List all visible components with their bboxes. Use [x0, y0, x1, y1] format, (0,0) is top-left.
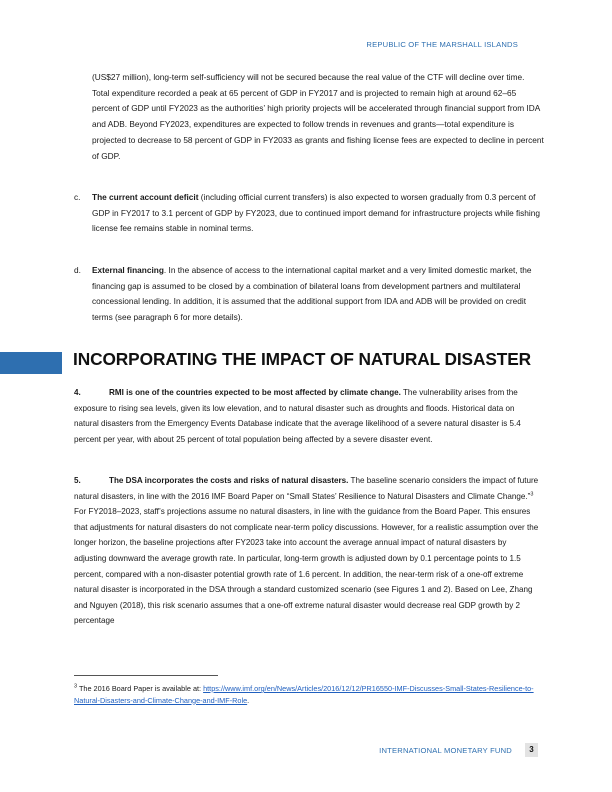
- list-item-lead: External financing: [92, 265, 164, 275]
- list-item: [74, 263, 544, 326]
- section-title: INCORPORATING THE IMPACT OF NATURAL DISASTER: [73, 349, 532, 369]
- footnote-text: The 2016 Board Paper is available at:: [77, 684, 204, 693]
- footnote-number: 3: [74, 683, 78, 690]
- paragraph-text: The baseline scenario considers the impact of future natural disasters, in line with the 2016 IMF Board Paper on “Small States’ Resilience to Natural Disasters and Climate Change.”: [74, 476, 539, 501]
- paragraph-text-continued: For FY2018–2023, staff’s projections assume no natural disasters, in line with the guidance from the Board Paper. This ensures that adjustments for natural disasters do not complicate near-term policy discussions. However, for a realistic assumption over the longer horizon, the baseline projections after FY2023 take into account the average annual impact of natural disasters by adjusting downward the average growth rate. In particular, long-term growth is adjusted down by 0.1 percentage points to 1.5 percent, compared with a non-disaster potential growth rate of 1.6 percent. In addition, the near-term risk of a one-off extreme natural disaster is incorporated in the DSA through a standard customized scenario (see Figures 1 and 2). Based on Lee, Zhang and Nguyen (2018), this risk scenario assumes that a one-off extreme natural disaster would decrease real GDP growth by 2 percentage: [74, 507, 539, 626]
- list-item-lead: The current account deficit: [92, 192, 199, 202]
- section-accent-bar: [0, 352, 62, 374]
- intro-paragraph: (US$27 million), long-term self-sufficiency will not be secured because the real value of the CTF will decline over time. Total expenditure recorded a peak at 65 percent of GDP in FY2017 and is projected to remain high at around 62–65 percent of GDP until FY2023 as the authorities’ high priority projects will be accelerated through financial support from IDA and ADB. Beyond FY2023, expenditures are expected to follow trends in revenues and grants—total expenditure is projected to decrease to 58 percent of GDP in FY2033 as grants and fishing license fees are expected to decline in percent of GDP.: [92, 72, 544, 161]
- footnote-divider: [74, 675, 218, 676]
- footnote-reference[interactable]: 3: [530, 490, 534, 497]
- footnote-trailing: .: [247, 695, 250, 705]
- paragraph-lead: RMI is one of the countries expected to be most affected by climate change.: [109, 388, 401, 397]
- page-number: 3: [525, 743, 538, 757]
- running-header: REPUBLIC OF THE MARSHALL ISLANDS: [366, 40, 518, 49]
- footer-label: INTERNATIONAL MONETARY FUND: [379, 746, 512, 755]
- paragraph-text: The vulnerability arises from the exposure to rising sea levels, given its low elevation, and to natural disaster such as droughts and floods. Historical data on natural disasters from the Emergency Events Database indicate that the average likelihood of a severe natural disaster is 5.4 percent per year, with about 25 percent of total population being affected by a severe disaster event.: [74, 388, 521, 444]
- list-item-body: [92, 190, 544, 237]
- footnote-link[interactable]: https://www.imf.org/en/News/Articles/2016/12/12/PR16550-IMF-Discusses-Small-States-Resilience-to-Natural-Disasters-and-Climate-Change-and-IMF-Role: [74, 684, 534, 705]
- list-item-text: (including official current transfers) is also expected to worsen gradually from 0.3 percent of GDP in FY2017 to 3.1 percent of GDP by FY2023, due to continued import demand for infrastructure projects while fishing license fee remains stable in nominal terms.: [92, 192, 540, 234]
- numbered-paragraph: [74, 473, 540, 629]
- paragraph-number: 4.: [74, 388, 81, 397]
- list-marker: c.: [74, 192, 81, 202]
- list-item-text: . In the absence of access to the international capital market and a very limited domestic market, the financing gap is assumed to be closed by a combination of bilateral loans from development partners and multilateral concessional lending. In addition, it is assumed that the additional support from IDA and ADB will be provided on credit terms (see paragraph 6 for more details).: [92, 265, 532, 323]
- list-item: [74, 190, 544, 237]
- footnote: [74, 683, 540, 706]
- paragraph-number: 5.: [74, 476, 81, 485]
- list-marker: d.: [74, 265, 81, 275]
- list-item-body: [92, 263, 544, 326]
- paragraph-lead: The DSA incorporates the costs and risks of natural disasters.: [109, 476, 349, 485]
- numbered-paragraph: [74, 385, 540, 447]
